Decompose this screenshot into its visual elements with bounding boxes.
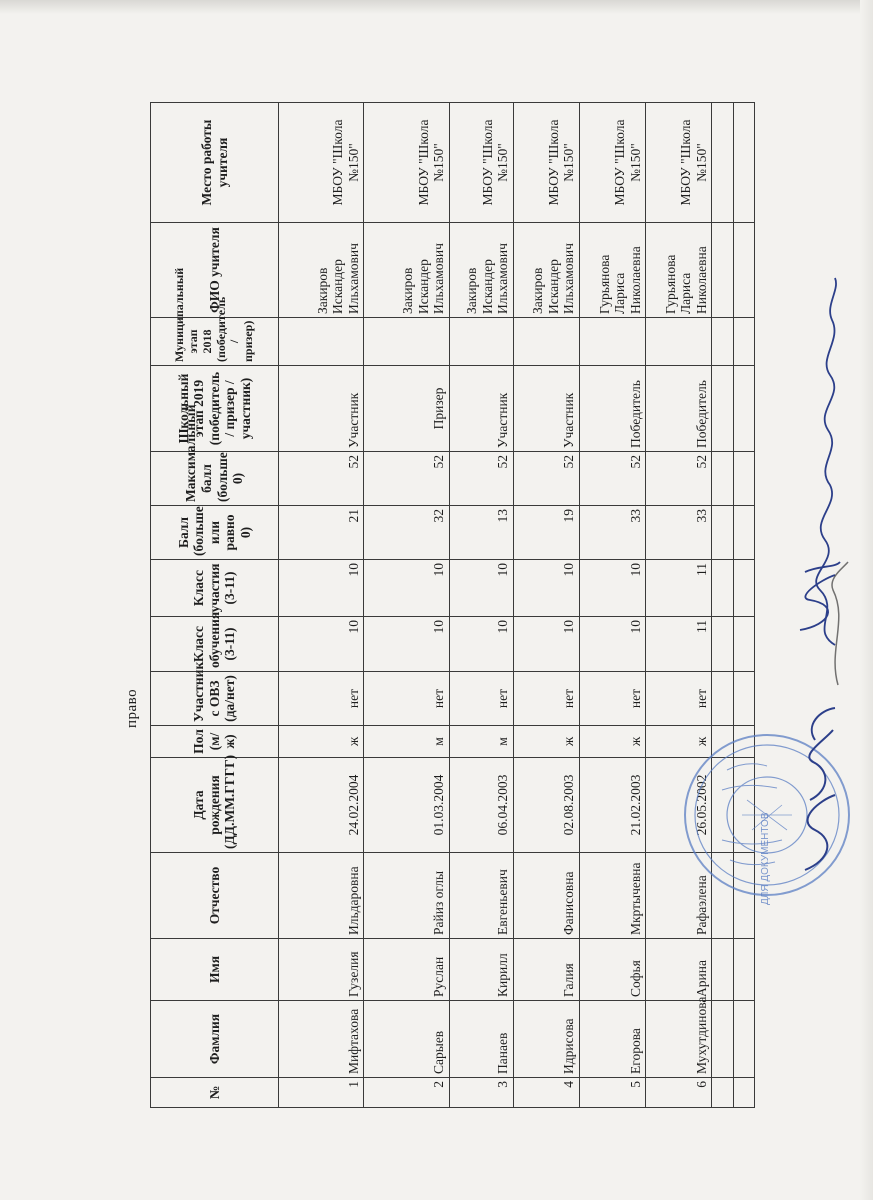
cell-sex: м [364,726,449,758]
cell-teacher: Гурьянова Лариса Николаевна [579,223,645,318]
cell-max-score: 52 [364,452,449,506]
cell-teacher-workplace: МБОУ "Школа №150" [449,103,513,223]
director-signature [775,700,855,880]
cell-max-score: 52 [646,452,712,506]
cell-sex: ж [513,726,579,758]
table-row [279,103,364,1108]
cell-patronymic: Евгеньевич [449,853,513,939]
cell-teacher-workplace: МБОУ "Школа №150" [513,103,579,223]
table-row-empty [733,103,754,1108]
cell-first-name: Руслан [364,939,449,1001]
cell-teacher-workplace: МБОУ "Школа №150" [646,103,712,223]
cell-grade: 10 [579,617,645,672]
cell-teacher-workplace: МБОУ "Школа №150" [364,103,449,223]
cell-grade: 10 [364,617,449,672]
cell-school-stage: Победитель [646,366,712,452]
cell-school-stage: Победитель [579,366,645,452]
cell-score: 21 [279,506,364,560]
cell-max-score: 52 [513,452,579,506]
cell-last-name: Мифтахова [279,1001,364,1078]
table-row [364,103,449,1108]
cell-score: 33 [646,506,712,560]
cell-max-score: 52 [579,452,645,506]
cell-first-name: Арина [646,939,712,1001]
cell-teacher: Закиров Искандер Ильхамович [513,223,579,318]
cell-patronymic: Фанисовна [513,853,579,939]
table-row [449,103,513,1108]
cell-grade-participation: 10 [579,560,645,617]
cell-number: 2 [364,1078,449,1108]
cell-ovz: нет [279,672,364,726]
header-cell: ФИО учителя [151,223,279,318]
header-word: право [124,688,140,728]
table-header-row [151,103,279,1108]
cell-last-name: Егорова [579,1001,645,1078]
cell-patronymic: Мкртычевна [579,853,645,939]
cell-grade: 10 [279,617,364,672]
header-cell: № [151,1078,279,1108]
cell-birth-date: 26.05.2002 [646,758,712,853]
rotated-table-sheet [124,103,755,1108]
svg-text:ДЛЯ ДОКУМЕНТОВ: ДЛЯ ДОКУМЕНТОВ [760,812,771,905]
cell-patronymic: Рафаэлена [646,853,712,939]
header-cell: Участник с ОВЗ (да/нет) [151,672,279,726]
hand-stroke [818,560,858,690]
header-cell: Муниципальный этап 2018 (победитель / призер) [151,318,279,366]
header-cell: Место работы учителя [151,103,279,223]
cell-grade-participation: 11 [646,560,712,617]
participants-table [150,102,755,1108]
cell-birth-date: 24.02.2004 [279,758,364,853]
cell-teacher: Гурьянова Лариса Николаевна [646,223,712,318]
cell-first-name: Галия [513,939,579,1001]
cell-first-name: Гузелия [279,939,364,1001]
cell-teacher-workplace: МБОУ "Школа №150" [579,103,645,223]
header-cell: Школьный этап 2019 (победитель / призер / участник) [151,366,279,452]
cell-number: 4 [513,1078,579,1108]
cell-first-name: Кирилл [449,939,513,1001]
cell-municipal-stage [364,318,449,366]
cell-municipal-stage [646,318,712,366]
cell-grade: 10 [513,617,579,672]
header-cell: Фамлия [151,1001,279,1078]
cell-score: 13 [449,506,513,560]
cell-sex: м [449,726,513,758]
cell-max-score: 52 [449,452,513,506]
cell-ovz: нет [364,672,449,726]
table-row-empty [712,103,733,1108]
cell-number: 5 [579,1078,645,1108]
header-cell: Класс обучения (3-11) [151,617,279,672]
cell-number: 6 [646,1078,712,1108]
cell-score: 19 [513,506,579,560]
cell-grade-participation: 10 [449,560,513,617]
cell-first-name: Софья [579,939,645,1001]
cell-ovz: нет [646,672,712,726]
cell-municipal-stage [279,318,364,366]
stamp-ring-text [748,800,778,910]
cell-grade-participation: 10 [513,560,579,617]
header-cell: Отчество [151,853,279,939]
header-cell: Максимальный балл (больше 0) [151,452,279,506]
cell-teacher-workplace: МБОУ "Школа №150" [279,103,364,223]
cell-teacher: Закиров Искандер Ильхамович [449,223,513,318]
header-cell: Пол (м/ж) [151,726,279,758]
cell-last-name: Идрисова [513,1001,579,1078]
header-cell: Класс участия (3-11) [151,560,279,617]
cell-birth-date: 01.03.2004 [364,758,449,853]
cell-grade-participation: 10 [364,560,449,617]
cell-sex: ж [279,726,364,758]
header-cell: Дата рождения (ДД.ММ.ГГГГ) [151,758,279,853]
cell-school-stage: Призер [364,366,449,452]
cell-grade-participation: 10 [279,560,364,617]
cell-school-stage: Участник [279,366,364,452]
header-cell: Балл (больше или равно 0) [151,506,279,560]
table-row [513,103,579,1108]
cell-number: 1 [279,1078,364,1108]
cell-school-stage: Участник [513,366,579,452]
cell-teacher: Закиров Искандер Ильхамович [364,223,449,318]
cell-municipal-stage [513,318,579,366]
table-row [646,103,712,1108]
cell-patronymic: Ильдаровна [279,853,364,939]
cell-ovz: нет [513,672,579,726]
cell-last-name: Панаев [449,1001,513,1078]
cell-sex: ж [646,726,712,758]
cell-birth-date: 21.02.2003 [579,758,645,853]
cell-grade: 11 [646,617,712,672]
cell-score: 33 [579,506,645,560]
cell-patronymic: Райиз оглы [364,853,449,939]
cell-municipal-stage [449,318,513,366]
cell-birth-date: 06.04.2003 [449,758,513,853]
cell-municipal-stage [579,318,645,366]
cell-last-name: Сарыев [364,1001,449,1078]
cell-max-score: 52 [279,452,364,506]
cell-score: 32 [364,506,449,560]
scan-top-shadow [0,0,873,14]
header-cell: Имя [151,939,279,1001]
table-row [579,103,645,1108]
cell-last-name: Мухутдинова [646,1001,712,1078]
cell-ovz: нет [579,672,645,726]
cell-grade: 10 [449,617,513,672]
cell-number: 3 [449,1078,513,1108]
cell-birth-date: 02.08.2003 [513,758,579,853]
cell-teacher: Закиров Искандер Ильхамович [279,223,364,318]
cell-ovz: нет [449,672,513,726]
scan-right-edge [860,0,873,1200]
cell-sex: ж [579,726,645,758]
cell-school-stage: Участник [449,366,513,452]
